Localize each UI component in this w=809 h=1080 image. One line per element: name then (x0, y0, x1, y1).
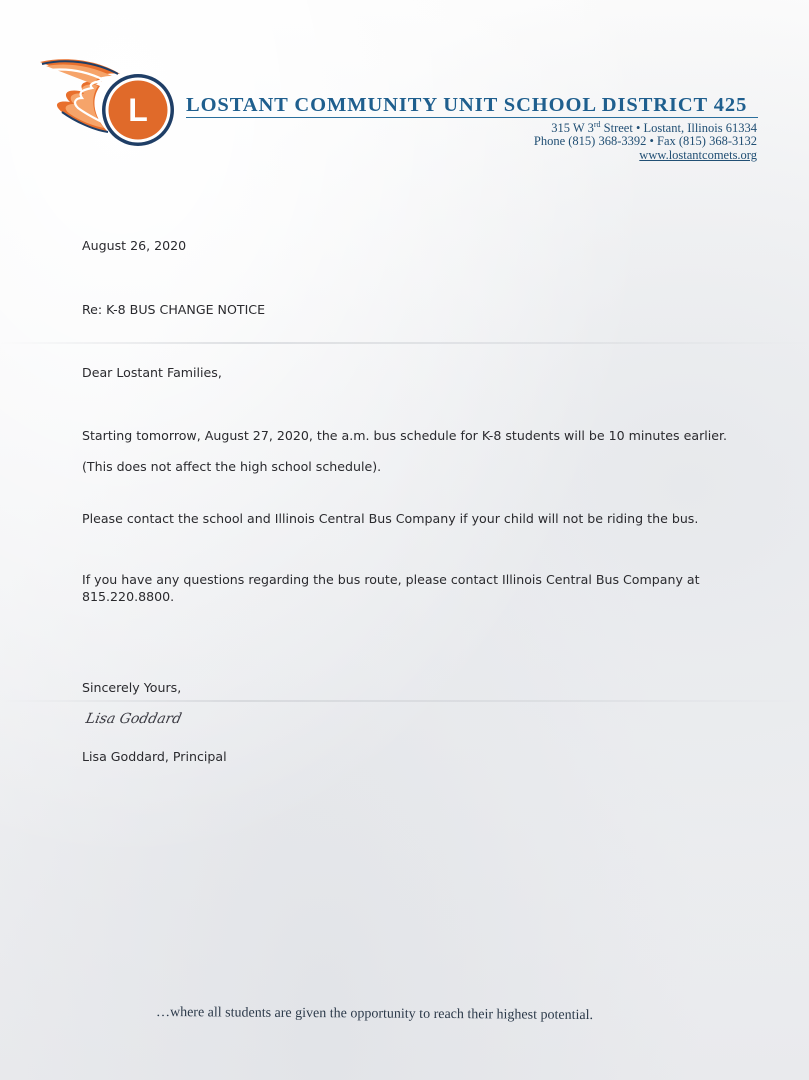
phone-fax-line: Phone (815) 368-3392 • Fax (815) 368-3132 (533, 134, 757, 148)
district-name: LOSTANT COMMUNITY UNIT SCHOOL DISTRICT 425 (186, 94, 748, 116)
letter-closing: Sincerely Yours, (82, 680, 182, 695)
address-street-rest: Street • Lostant, Illinois 61334 (600, 121, 757, 135)
handwritten-signature: Lisa Goddard (84, 711, 183, 727)
paper-fold (0, 700, 809, 702)
paragraph-3-line-1: If you have any questions regarding the bus route, please contact Illinois Central Bus Company at (82, 572, 700, 587)
address-street-suffix: rd (593, 120, 601, 129)
paragraph-1-line-2: (This does not affect the high school schedule). (82, 459, 382, 474)
paragraph-1-line-1: Starting tomorrow, August 27, 2020, the a.m. bus schedule for K-8 students will be 10 minutes earlier. (82, 428, 728, 443)
website-link[interactable]: www.lostantcomets.org (639, 148, 757, 162)
paragraph-2: Please contact the school and Illinois Central Bus Company if your child will not be riding the bus. (82, 511, 699, 526)
logo-letter: L (128, 92, 148, 128)
address-street-number: 315 W 3 (551, 121, 594, 135)
footer-motto: …where all students are given the opportunity to reach their highest potential. (155, 1005, 594, 1024)
letter-signer: Lisa Goddard, Principal (82, 749, 227, 764)
paragraph-3-line-2: 815.220.8800. (82, 589, 175, 604)
comet-logo-icon (36, 52, 178, 158)
letter-date: August 26, 2020 (82, 238, 187, 253)
letter-salutation: Dear Lostant Families, (82, 365, 222, 380)
paper-fold (0, 342, 809, 344)
letter-subject: Re: K-8 BUS CHANGE NOTICE (82, 302, 266, 317)
